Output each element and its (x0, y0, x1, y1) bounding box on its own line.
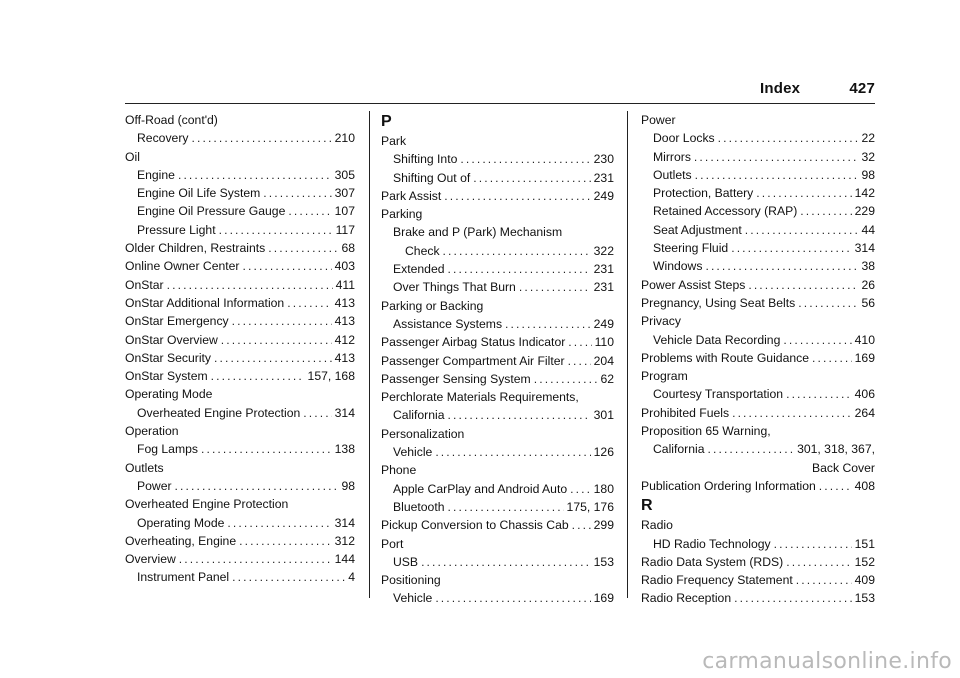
entry-page-number: 204 (593, 353, 614, 368)
index-entry (381, 278, 614, 296)
index-heading: Program (641, 369, 688, 384)
entry-label: Shifting Into (393, 152, 458, 167)
entry-page-number: 56 (861, 295, 875, 310)
entry-label: Engine Oil Pressure Gauge (137, 204, 286, 219)
dot-leader (695, 166, 859, 184)
dot-leader (798, 294, 858, 312)
dot-leader (707, 440, 794, 458)
entry-label: Recovery (137, 131, 189, 146)
index-heading: Outlets (125, 460, 164, 475)
index-heading: Brake and P (Park) Mechanism (393, 225, 563, 240)
entry-label: Courtesy Transportation (653, 387, 784, 402)
entry-page-number: 305 (334, 167, 355, 182)
entry-page-number: 249 (593, 188, 614, 203)
index-entry (381, 498, 614, 516)
entry-label: Radio Data System (RDS) (641, 554, 784, 569)
index-entry (125, 514, 355, 532)
dot-leader (227, 514, 331, 532)
dot-leader (473, 169, 590, 187)
entry-label: Pressure Light (137, 222, 216, 237)
index-column-2 (381, 111, 614, 608)
entry-label: OnStar Overview (125, 332, 218, 347)
index-entry (641, 276, 875, 294)
dot-leader (774, 535, 852, 553)
dot-leader (819, 477, 852, 495)
index-entry (381, 516, 614, 534)
column-divider (369, 111, 370, 598)
entry-page-number: 62 (600, 371, 614, 386)
entry-page-number: 301, 318, 367, (797, 442, 875, 457)
dot-leader (175, 477, 339, 495)
entry-label: Door Locks (653, 131, 715, 146)
entry-page-number: 175, 176 (566, 499, 614, 514)
dot-leader (444, 187, 590, 205)
watermark: carmanualsonline.info (702, 649, 952, 674)
entry-label: OnStar Security (125, 350, 212, 365)
index-entry (125, 166, 355, 184)
index-entry (381, 150, 614, 168)
dot-leader (421, 553, 591, 571)
entry-label: California (393, 408, 445, 423)
index-heading: Phone (381, 463, 417, 478)
dot-leader (448, 260, 591, 278)
dot-leader (221, 331, 332, 349)
entry-label: Passenger Airbag Status Indicator (381, 335, 566, 350)
dot-leader (242, 257, 331, 275)
entry-label: Passenger Compartment Air Filter (381, 353, 565, 368)
dot-leader (288, 202, 331, 220)
index-entry (641, 589, 875, 607)
entry-page-number: 38 (861, 259, 875, 274)
entry-page-number: 117 (335, 222, 355, 237)
entry-page-number: 411 (335, 277, 355, 292)
dot-leader (178, 166, 332, 184)
entry-page-number: 314 (854, 241, 875, 256)
entry-label: Retained Accessory (RAP) (653, 204, 798, 219)
dot-leader (731, 239, 851, 257)
index-entry (641, 404, 875, 422)
entry-label: Operating Mode (137, 515, 225, 530)
entry-label: OnStar (125, 277, 164, 292)
index-heading: Oil (125, 149, 140, 164)
entry-label: Power (137, 478, 172, 493)
entry-page-number: 32 (861, 149, 875, 164)
index-entry (641, 477, 875, 495)
entry-label: Fog Lamps (137, 442, 198, 457)
dot-leader (568, 333, 591, 351)
dot-leader (191, 129, 331, 147)
dot-leader (572, 516, 591, 534)
entry-label: Engine Oil Life System (137, 186, 261, 201)
index-entry (641, 166, 875, 184)
index-heading: Proposition 65 Warning, (641, 424, 771, 439)
dot-leader (303, 404, 331, 422)
entry-page-number: 301 (593, 408, 614, 423)
entry-label: Instrument Panel (137, 570, 230, 585)
dot-leader (232, 312, 332, 330)
entry-page-number: 314 (334, 515, 355, 530)
index-entry (125, 221, 355, 239)
entry-label: Protection, Battery (653, 186, 754, 201)
dot-leader (568, 352, 591, 370)
index-continuation: Back Cover (812, 460, 875, 475)
entry-page-number: 409 (854, 573, 875, 588)
index-entry (125, 312, 355, 330)
entry-page-number: 142 (854, 186, 875, 201)
entry-page-number: 413 (334, 314, 355, 329)
index-heading: Parking (381, 207, 423, 222)
entry-label: Bluetooth (393, 499, 445, 514)
index-entry (381, 480, 614, 498)
index-entry (381, 242, 614, 260)
index-entry (381, 352, 614, 370)
entry-label: Check (405, 243, 440, 258)
entry-label: Prohibited Fuels (641, 405, 730, 420)
index-entry (641, 239, 875, 257)
dot-leader (783, 331, 851, 349)
entry-label: OnStar Emergency (125, 314, 229, 329)
entry-label: OnStar Additional Information (125, 295, 285, 310)
entry-page-number: 26 (861, 277, 875, 292)
entry-page-number: 169 (854, 350, 875, 365)
column-divider (627, 111, 628, 598)
entry-page-number: 322 (593, 243, 614, 258)
entry-label: Outlets (653, 167, 692, 182)
index-heading: Off-Road (cont'd) (125, 113, 218, 127)
index-heading: Power (641, 113, 676, 127)
entry-page-number: 410 (854, 332, 875, 347)
dot-leader (732, 404, 852, 422)
index-entry (641, 129, 875, 147)
entry-page-number: 22 (861, 131, 875, 146)
index-entry (641, 571, 875, 589)
dot-leader (570, 480, 591, 498)
dot-leader (796, 571, 852, 589)
index-entry (381, 169, 614, 187)
index-heading: Operation (125, 424, 179, 439)
index-entry (381, 315, 614, 333)
entry-label: Assistance Systems (393, 316, 503, 331)
entry-label: USB (393, 554, 419, 569)
dot-leader (705, 257, 858, 275)
index-entry (381, 406, 614, 424)
dot-leader (734, 589, 852, 607)
index-entry (641, 202, 875, 220)
index-entry (381, 553, 614, 571)
index-entry (641, 331, 875, 349)
dot-leader (694, 148, 859, 166)
entry-label: Passenger Sensing System (381, 371, 531, 386)
entry-page-number: 98 (861, 167, 875, 182)
entry-label: Mirrors (653, 149, 691, 164)
dot-leader (435, 443, 590, 461)
dot-leader (786, 385, 852, 403)
entry-page-number: 264 (854, 405, 875, 420)
page-number: 427 (849, 80, 875, 97)
entry-label: Shifting Out of (393, 170, 471, 185)
index-heading: Personalization (381, 426, 465, 441)
entry-label: Older Children, Restraints (125, 241, 266, 256)
entry-page-number: 412 (334, 332, 355, 347)
index-heading: Overheated Engine Protection (125, 497, 289, 512)
index-entry (381, 260, 614, 278)
index-entry (125, 477, 355, 495)
entry-label: Extended (393, 262, 445, 277)
entry-label: Overview (125, 552, 176, 567)
dot-leader (519, 278, 591, 296)
section-title: Index (760, 80, 801, 97)
entry-page-number: 107 (334, 204, 355, 219)
entry-page-number: 403 (334, 259, 355, 274)
entry-page-number: 231 (593, 170, 614, 185)
dot-leader (214, 349, 332, 367)
dot-leader (812, 349, 852, 367)
dot-leader (460, 150, 590, 168)
entry-label: Radio Reception (641, 591, 732, 606)
entry-page-number: 230 (593, 152, 614, 167)
entry-label: Windows (653, 259, 703, 274)
dot-leader (786, 553, 851, 571)
dot-leader (756, 184, 851, 202)
index-entry (641, 440, 875, 458)
entry-label: Pickup Conversion to Chassis Cab (381, 518, 569, 533)
index-column-3 (641, 111, 875, 608)
dot-leader (748, 276, 858, 294)
entry-label: Steering Fluid (653, 241, 729, 256)
index-heading: Operating Mode (125, 387, 213, 402)
index-entry (125, 294, 355, 312)
index-entry (381, 187, 614, 205)
entry-label: Seat Adjustment (653, 222, 742, 237)
index-entry (125, 404, 355, 422)
entry-label: Engine (137, 167, 175, 182)
entry-label: Radio Frequency Statement (641, 573, 793, 588)
entry-page-number: 312 (334, 533, 355, 548)
dot-leader (263, 184, 331, 202)
index-heading: Positioning (381, 573, 441, 588)
index-entry (381, 589, 614, 607)
page-header (760, 80, 875, 97)
index-entry (125, 129, 355, 147)
entry-label: Vehicle (393, 445, 433, 460)
entry-page-number: 231 (593, 262, 614, 277)
entry-label: California (653, 442, 705, 457)
entry-page-number: 138 (334, 442, 355, 457)
entry-label: Vehicle (393, 591, 433, 606)
entry-label: Problems with Route Guidance (641, 350, 810, 365)
index-entry (641, 349, 875, 367)
entry-page-number: 44 (861, 222, 875, 237)
index-entry (641, 294, 875, 312)
entry-label: Online Owner Center (125, 259, 240, 274)
index-entry (125, 568, 355, 586)
dot-leader (534, 370, 598, 388)
index-heading: Privacy (641, 314, 681, 329)
index-entry (125, 550, 355, 568)
entry-page-number: 153 (593, 554, 614, 569)
entry-page-number: 210 (334, 131, 355, 146)
entry-page-number: 307 (334, 186, 355, 201)
entry-page-number: 249 (593, 316, 614, 331)
index-heading: Park (381, 134, 407, 148)
dot-leader (447, 406, 590, 424)
index-heading: Radio (641, 518, 673, 533)
index-column-1 (125, 111, 355, 587)
index-entry (125, 440, 355, 458)
dot-leader (179, 550, 332, 568)
dot-leader (167, 276, 333, 294)
index-heading: Port (381, 536, 404, 551)
index-entry (125, 331, 355, 349)
index-entry (641, 184, 875, 202)
dot-leader (232, 568, 345, 586)
dot-leader (239, 532, 332, 550)
entry-page-number: 144 (334, 552, 355, 567)
entry-label: Power Assist Steps (641, 277, 746, 292)
dot-leader (219, 221, 333, 239)
dot-leader (211, 367, 305, 385)
entry-page-number: 408 (854, 478, 875, 493)
index-entry (641, 221, 875, 239)
entry-page-number: 406 (854, 387, 875, 402)
index-heading: Perchlorate Materials Requirements, (381, 390, 579, 405)
entry-page-number: 153 (854, 591, 875, 606)
entry-page-number: 110 (594, 335, 614, 350)
entry-label: Pregnancy, Using Seat Belts (641, 295, 796, 310)
entry-page-number: 98 (341, 478, 355, 493)
index-entry (125, 367, 355, 385)
entry-label: Apple CarPlay and Android Auto (393, 481, 568, 496)
footer (0, 618, 960, 678)
index-entry (641, 535, 875, 553)
dot-leader (718, 129, 859, 147)
index-entry (381, 370, 614, 388)
index-entry (125, 349, 355, 367)
index-letter-heading: P (381, 113, 392, 130)
entry-page-number: 152 (854, 554, 875, 569)
entry-page-number: 229 (854, 204, 875, 219)
index-heading: Parking or Backing (381, 298, 484, 313)
entry-label: Over Things That Burn (393, 280, 516, 295)
entry-label: OnStar System (125, 369, 208, 384)
dot-leader (448, 498, 564, 516)
index-entry (125, 257, 355, 275)
index-entry (125, 184, 355, 202)
index-entry (641, 257, 875, 275)
entry-page-number: 151 (854, 536, 875, 551)
entry-page-number: 314 (334, 405, 355, 420)
dot-leader (745, 221, 859, 239)
dot-leader (505, 315, 591, 333)
entry-label: Vehicle Data Recording (653, 332, 781, 347)
entry-page-number: 68 (341, 241, 355, 256)
entry-label: Publication Ordering Information (641, 478, 816, 493)
dot-leader (268, 239, 338, 257)
index-letter-heading: R (641, 497, 653, 515)
entry-page-number: 299 (593, 518, 614, 533)
header-rule (125, 103, 875, 104)
entry-label: Overheated Engine Protection (137, 405, 301, 420)
entry-page-number: 231 (593, 280, 614, 295)
index-entry (125, 276, 355, 294)
dot-leader (435, 589, 590, 607)
dot-leader (287, 294, 331, 312)
index-entry (381, 443, 614, 461)
entry-label: Overheating, Engine (125, 533, 237, 548)
dot-leader (201, 440, 332, 458)
index-entry (125, 239, 355, 257)
entry-page-number: 126 (593, 445, 614, 460)
dot-leader (800, 202, 851, 220)
index-entry (381, 333, 614, 351)
entry-label: Park Assist (381, 188, 442, 203)
entry-page-number: 169 (593, 591, 614, 606)
entry-page-number: 413 (334, 295, 355, 310)
entry-page-number: 180 (593, 481, 614, 496)
index-entry (641, 148, 875, 166)
index-entry (641, 385, 875, 403)
index-entry (125, 532, 355, 550)
entry-label: HD Radio Technology (653, 536, 771, 551)
index-entry (641, 553, 875, 571)
entry-page-number: 4 (348, 570, 355, 585)
entry-page-number: 157, 168 (307, 369, 355, 384)
dot-leader (443, 242, 591, 260)
index-entry (125, 202, 355, 220)
entry-page-number: 413 (334, 350, 355, 365)
